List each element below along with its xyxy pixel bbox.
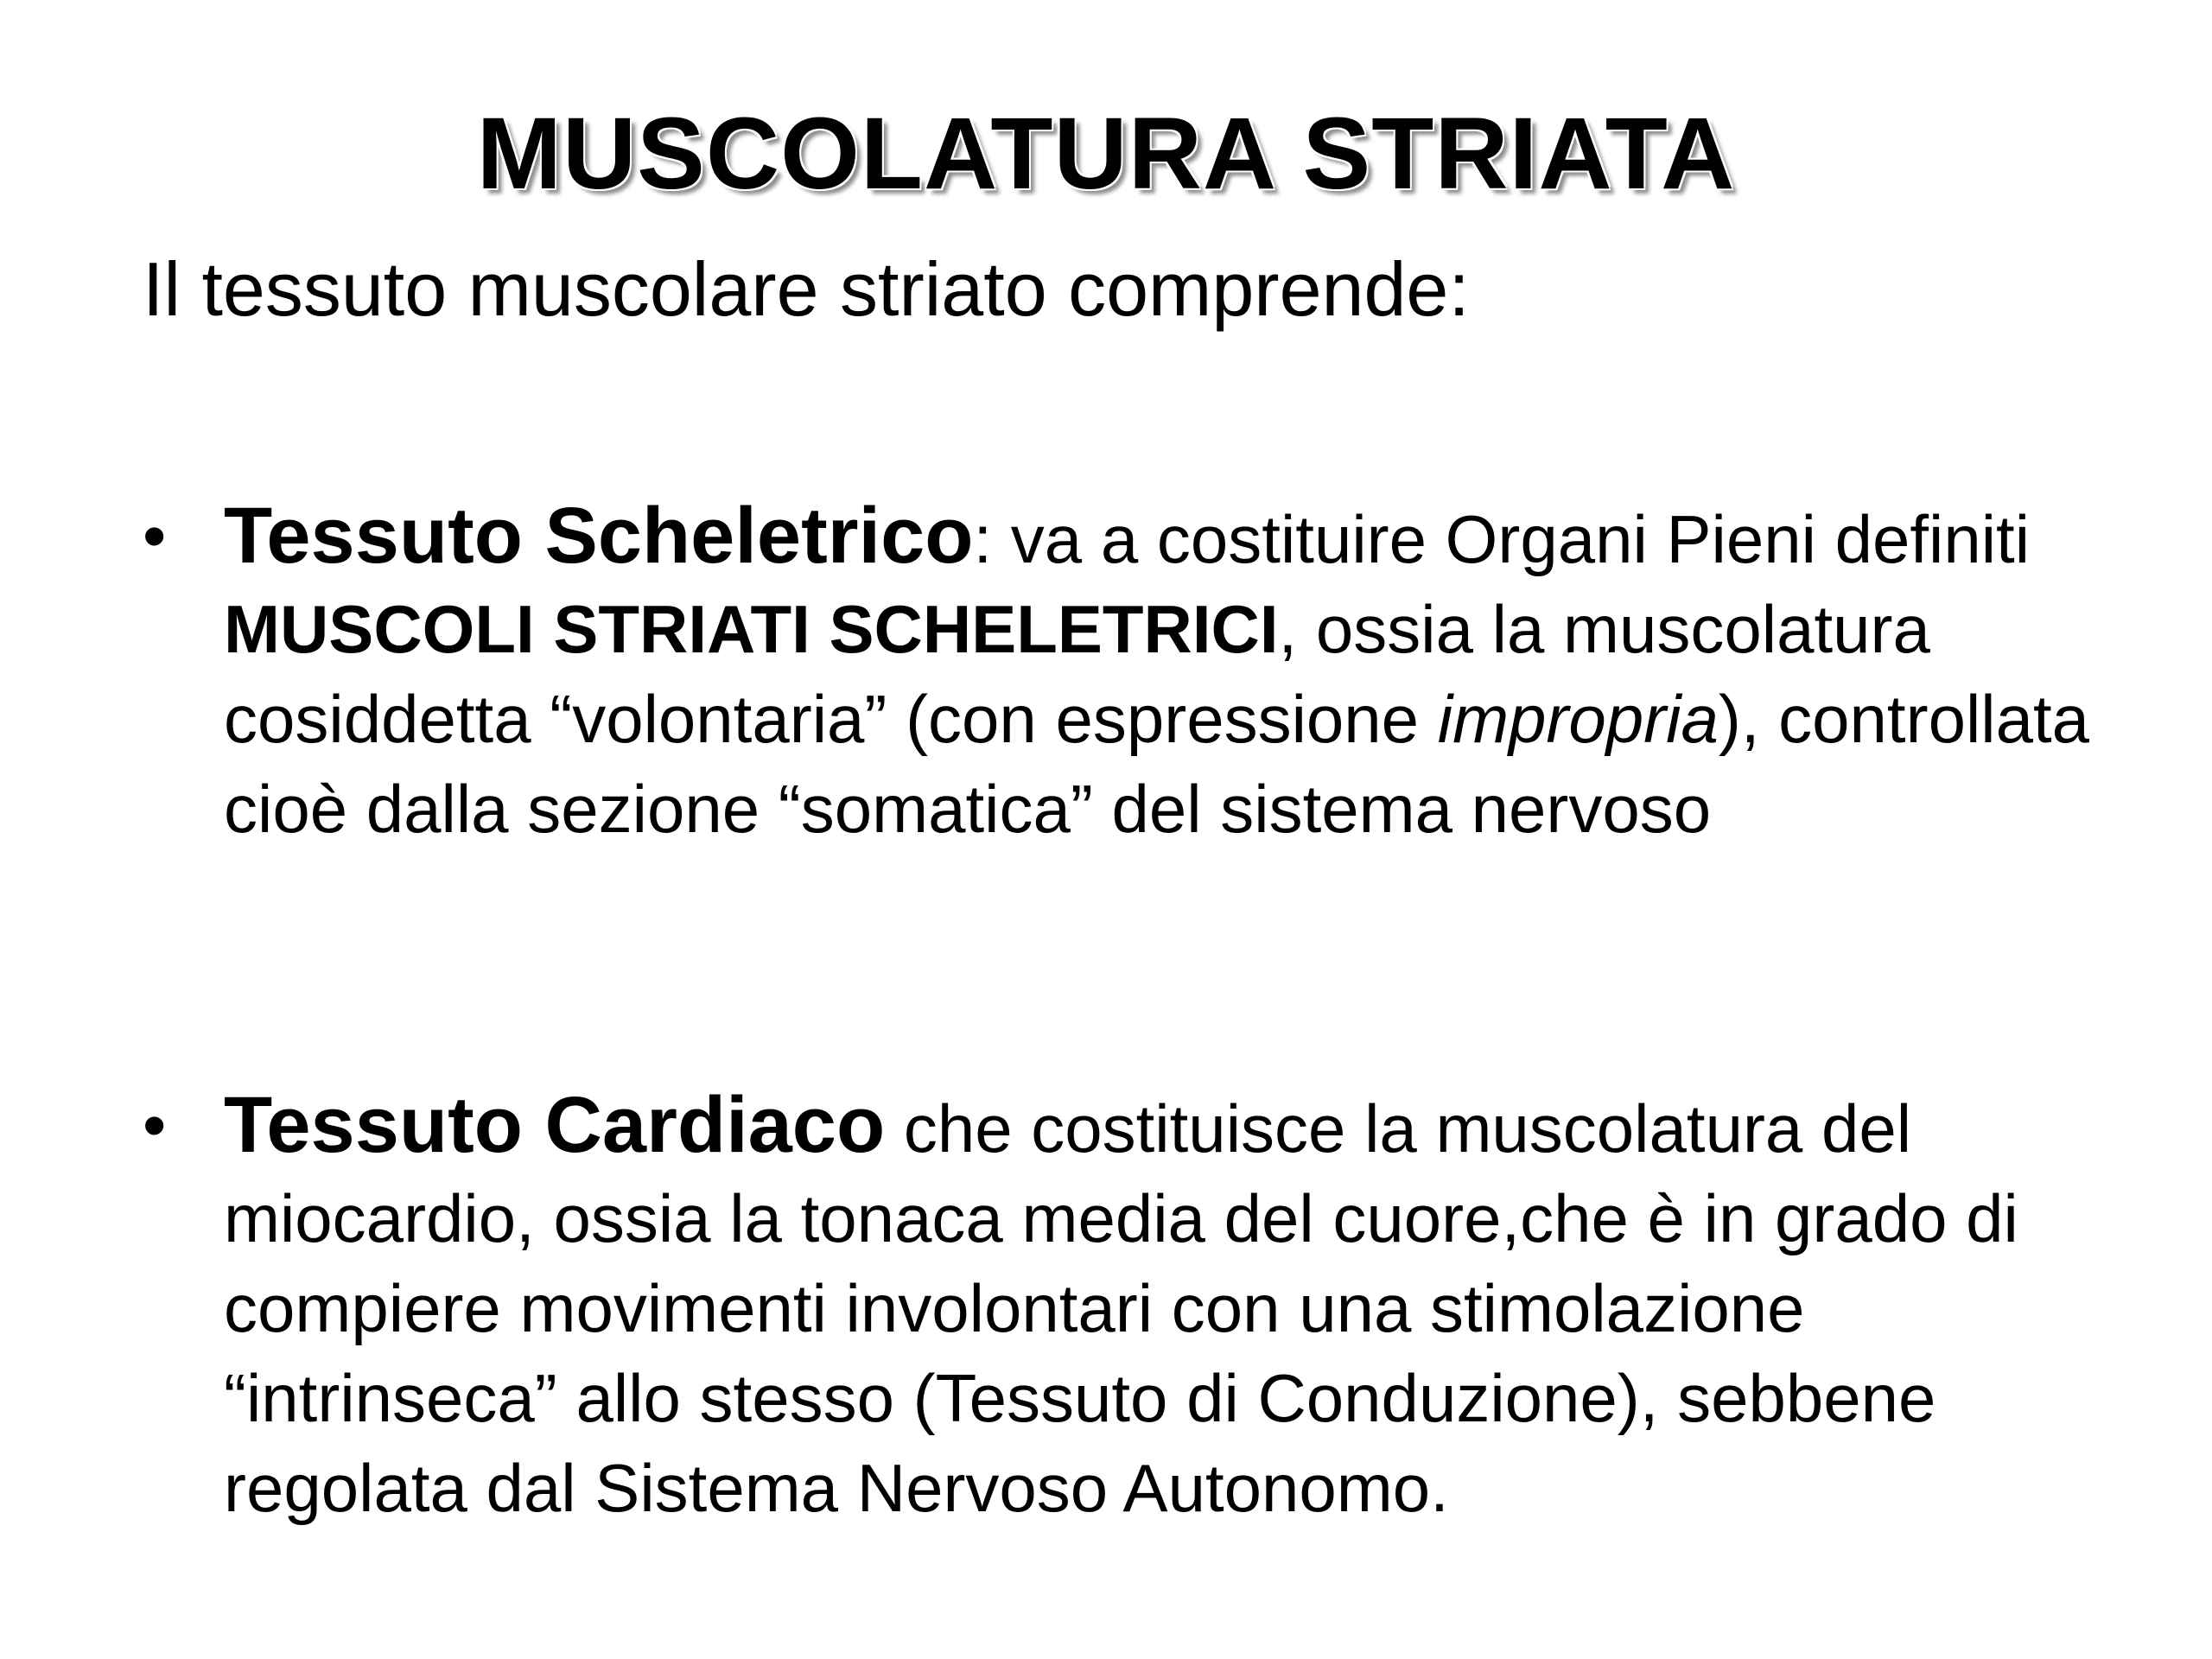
bullet-text <box>224 491 2107 854</box>
bullet-icon: • <box>143 498 167 574</box>
bullet-term: Tessuto Cardiaco <box>224 1081 886 1169</box>
bullet-term: Tessuto Scheletrico <box>224 492 974 580</box>
bullet-text <box>224 1080 2107 1533</box>
bullet-body: che costituisce la muscolatura del miocardio, ossia la tonaca media del cuore,che è in grado di compiere movimenti involontari con una stimolazione “intrinseca” allo stesso (Tessuto di Conduzione), sebbene regolata dal Sistema Nervoso Autonomo. <box>224 1090 2018 1526</box>
intro-text: Il tessuto muscolare striato comprende: <box>143 246 1470 332</box>
bullet-body: , ossia la muscolatura cosiddetta “volontaria” (con espressione <box>224 591 1930 757</box>
bullet-body: : va a costituire Organi Pieni definiti <box>973 501 2031 577</box>
bullet-emphasis: impropria <box>1437 681 1719 757</box>
slide-title: MUSCOLATURA STRIATA <box>476 97 1736 211</box>
bullet-icon: • <box>143 1087 167 1163</box>
bullet-strong: MUSCOLI STRIATI SCHELETRICI <box>224 591 1279 667</box>
bullet-body: ), controllata cioè dalla sezione “somatica” del sistema nervoso <box>224 681 2090 847</box>
